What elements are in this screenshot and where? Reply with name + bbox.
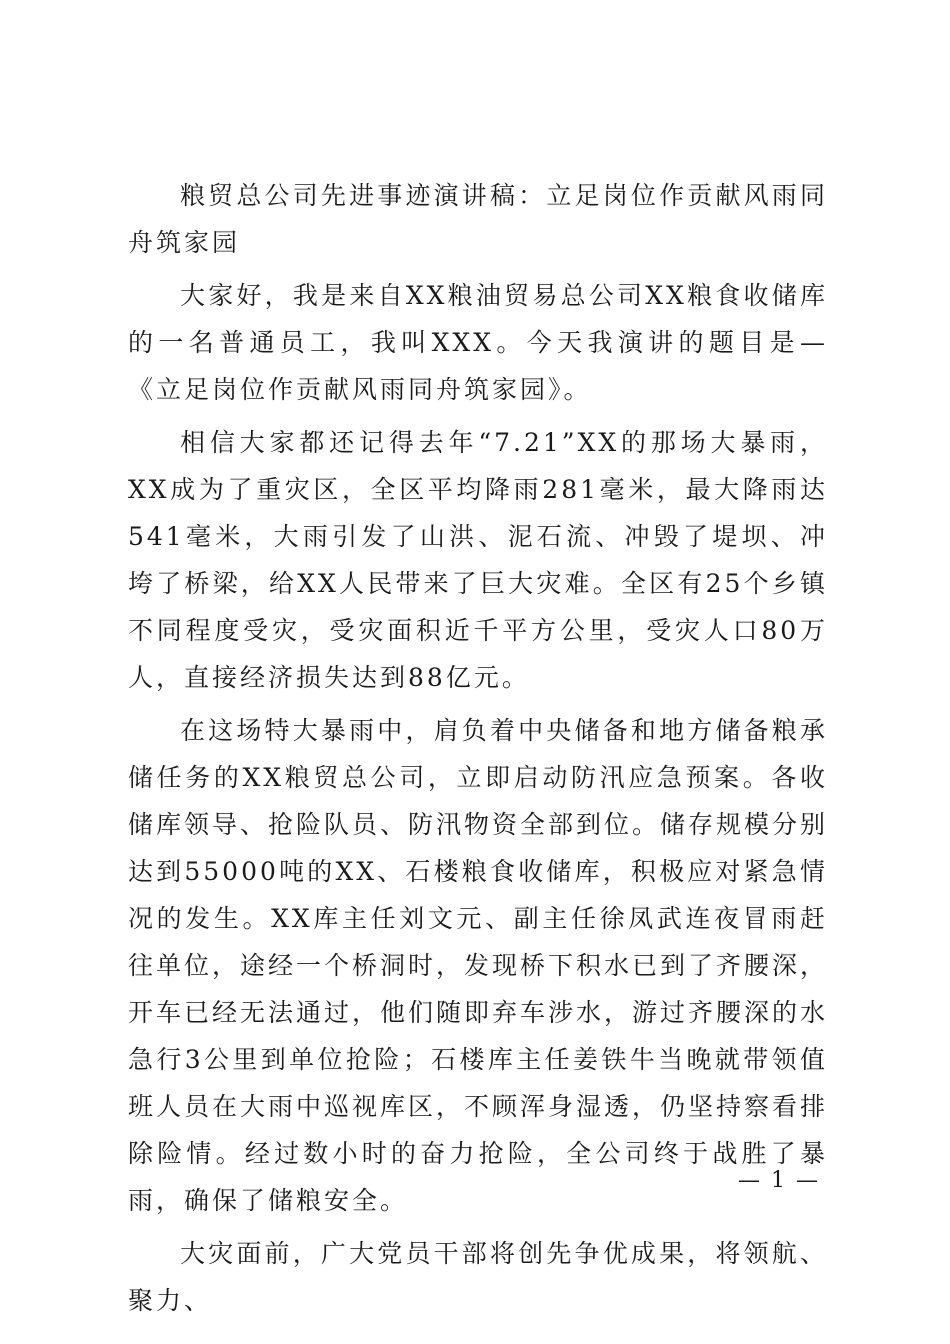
paragraph-rainstorm: 相信大家都还记得去年“7.21”XX的那场大暴雨，XX成为了重灾区，全区平均降雨281毫米，最大降雨达541毫米，大雨引发了山洪、泥石流、冲毁了堤坝、冲垮了桥梁，给XX人民带来了巨大灾难。全区有25个乡镇不同程度受灾，受灾面积近千平方公里，受灾人口80万人，直接经济损失达到88亿元。 [128, 428, 828, 692]
paragraph-greeting: 大家好，我是来自XX粮油贸易总公司XX粮食收储库的一名普通员工，我叫XXX。今天我演讲的题目是—《立足岗位作贡献风雨同舟筑家园》。 [128, 281, 828, 404]
document-title: 粮贸总公司先进事迹演讲稿：立足岗位作贡献风雨同舟筑家园 [128, 181, 828, 257]
paragraph-flood-response: 在这场特大暴雨中，肩负着中央储备和地方储备粮承储任务的XX粮贸总公司，立即启动防汛应急预案。各收储库领导、抢险队员、防汛物资全部到位。储存规模分别达到55000吨的XX、石楼粮食收储库，积极应对紧急情况的发生。XX库主任刘文元、副主任徐凤武连夜冒雨赶往单位，途经一个桥洞时，发现桥下积水已到了齐腰深，开车已经无法通过，他们随即弃车涉水，游过齐腰深的水急行3公里到单位抢险；石楼库主任姜铁牛当晚就带领值班人员在大雨中巡视库区，不顾浑身湿透，仍坚持察看排除险情。经过数小时的奋力抢险，全公司终于战胜了暴雨，确保了储粮安全。 [128, 716, 829, 1215]
page-number: — 1 — [738, 1168, 820, 1193]
document-body [128, 172, 828, 1330]
paragraph-disaster-front: 大灾面前，广大党员干部将创先争优成果，将领航、聚力、 [128, 1239, 828, 1315]
